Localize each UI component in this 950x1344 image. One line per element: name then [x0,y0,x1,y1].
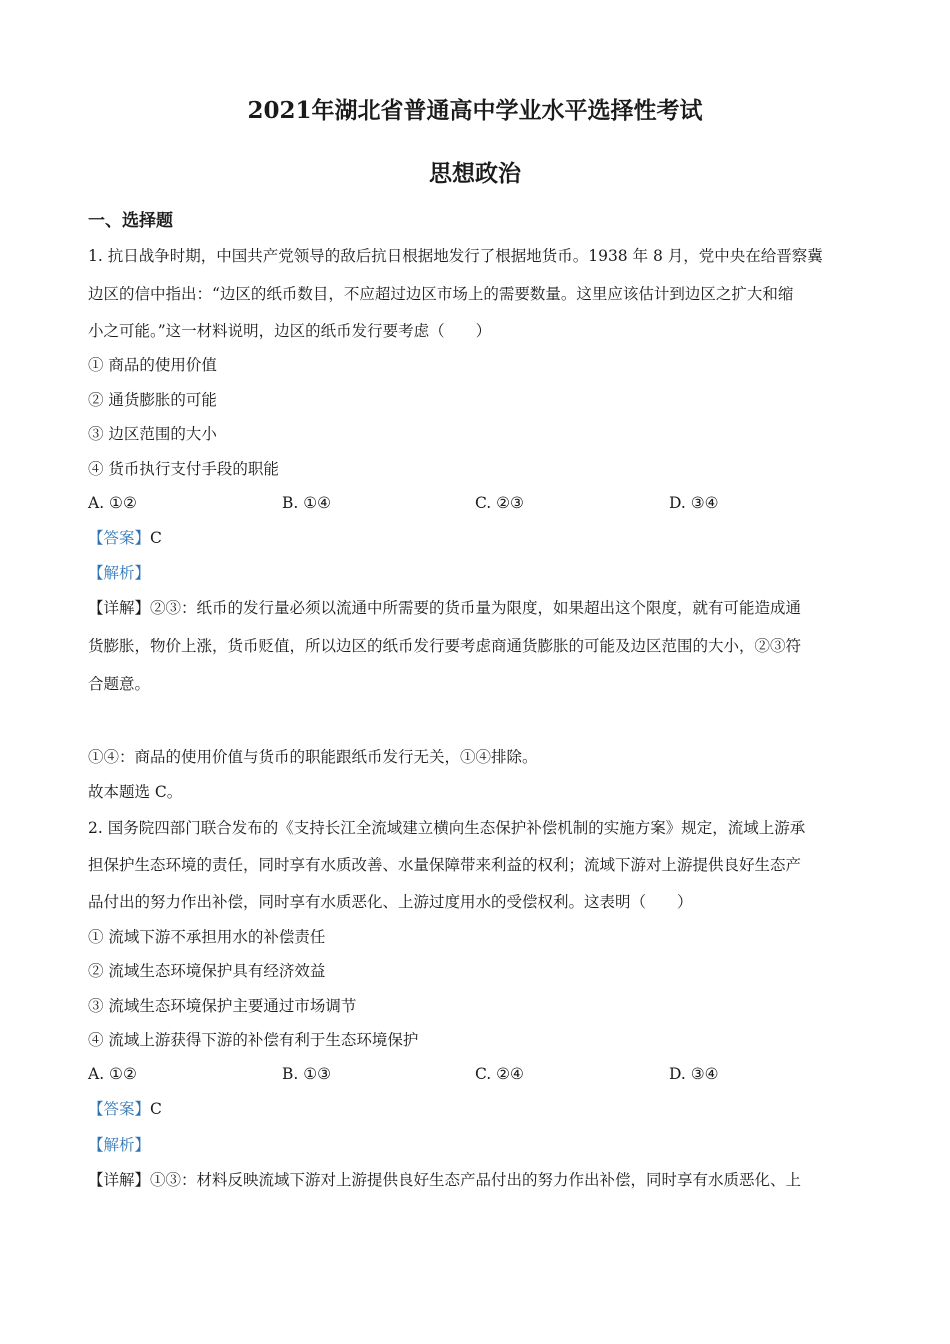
q1-statement-2: ② 通货膨胀的可能 [88,391,217,409]
detail-label: 【详解】 [88,1171,151,1189]
detail-text: ②③：纸币的发行量必须以流通中所需要的货币量为限度，如果超出这个限度，就有可能造成通 [150,599,802,617]
subject-title: 思想政治 [429,160,521,187]
detail-text: ①③：材料反映流域下游对上游提供良好生态产品付出的努力作出补偿，同时享有水质恶化、上 [150,1171,802,1189]
answer-label: 【答案】 [88,1100,151,1118]
q2-choice-c: C. ②④ [475,1065,524,1083]
q1-statement-4: ④ 货币执行支付手段的职能 [88,460,279,478]
answer-value: C [150,529,162,547]
q1-detail-line-1 [88,598,801,618]
q2-answer [88,1099,162,1119]
q2-statement-3: ③ 流域生态环境保护主要通过市场调节 [88,997,357,1015]
q1-detail-line-2: 货膨胀，物价上涨，货币贬值，所以边区的纸币发行要考虑商通货膨胀的可能及边区范围的大小，②③符 [88,637,802,655]
section-heading: 一、选择题 [88,211,173,231]
answer-label: 【答案】 [88,529,151,547]
q1-stem-line-1: 1. 抗日战争时期，中国共产党领导的敌后抗日根据地发行了根据地货币。1938 年 8 月，党中央在给晋察冀 [88,247,823,265]
q1-analysis-label: 【解析】 [88,564,151,582]
q1-detail-line-3: 合题意。 [88,675,151,693]
q1-choice-b: B. ①④ [282,494,332,512]
q1-stem-line-2: 边区的信中指出：“边区的纸币数目，不应超过边区市场上的需要数量。这里应该估计到边区之扩大和缩 [88,285,794,303]
exam-title: 2021年湖北省普通高中学业水平选择性考试 [247,97,703,124]
q2-stem-line-2: 担保护生态环境的责任，同时享有水质改善、水量保障带来利益的权利；流域下游对上游提供良好生态产 [88,856,802,874]
q1-choice-a: A. ①② [88,494,137,512]
q2-choice-a: A. ①② [88,1065,137,1083]
q1-statement-1: ① 商品的使用价值 [88,356,217,374]
q1-statement-3: ③ 边区范围的大小 [88,425,217,443]
q1-extra-line-2: 故本题选 C。 [88,783,183,801]
q2-analysis-label: 【解析】 [88,1136,151,1154]
answer-value: C [150,1100,162,1118]
detail-label: 【详解】 [88,599,151,617]
q1-choice-c: C. ②③ [475,494,524,512]
q2-choice-d: D. ③④ [669,1065,719,1083]
q1-answer [88,528,162,548]
q1-stem-line-3: 小之可能。”这一材料说明，边区的纸币发行要考虑（ ） [88,322,492,340]
q2-detail-line-1 [88,1170,801,1190]
q2-stem-line-1: 2. 国务院四部门联合发布的《支持长江全流域建立横向生态保护补偿机制的实施方案》规定，流域上游承 [88,819,806,837]
q1-choice-d: D. ③④ [669,494,719,512]
q2-statement-2: ② 流域生态环境保护具有经济效益 [88,962,326,980]
q2-stem-line-3: 品付出的努力作出补偿，同时享有水质恶化、上游过度用水的受偿权利。这表明（ ） [88,893,693,911]
q2-statement-4: ④ 流域上游获得下游的补偿有利于生态环境保护 [88,1031,419,1049]
q2-choice-b: B. ①③ [282,1065,332,1083]
q1-extra-line-1: ①④：商品的使用价值与货币的职能跟纸币发行无关，①④排除。 [88,748,538,766]
q2-statement-1: ① 流域下游不承担用水的补偿责任 [88,928,326,946]
